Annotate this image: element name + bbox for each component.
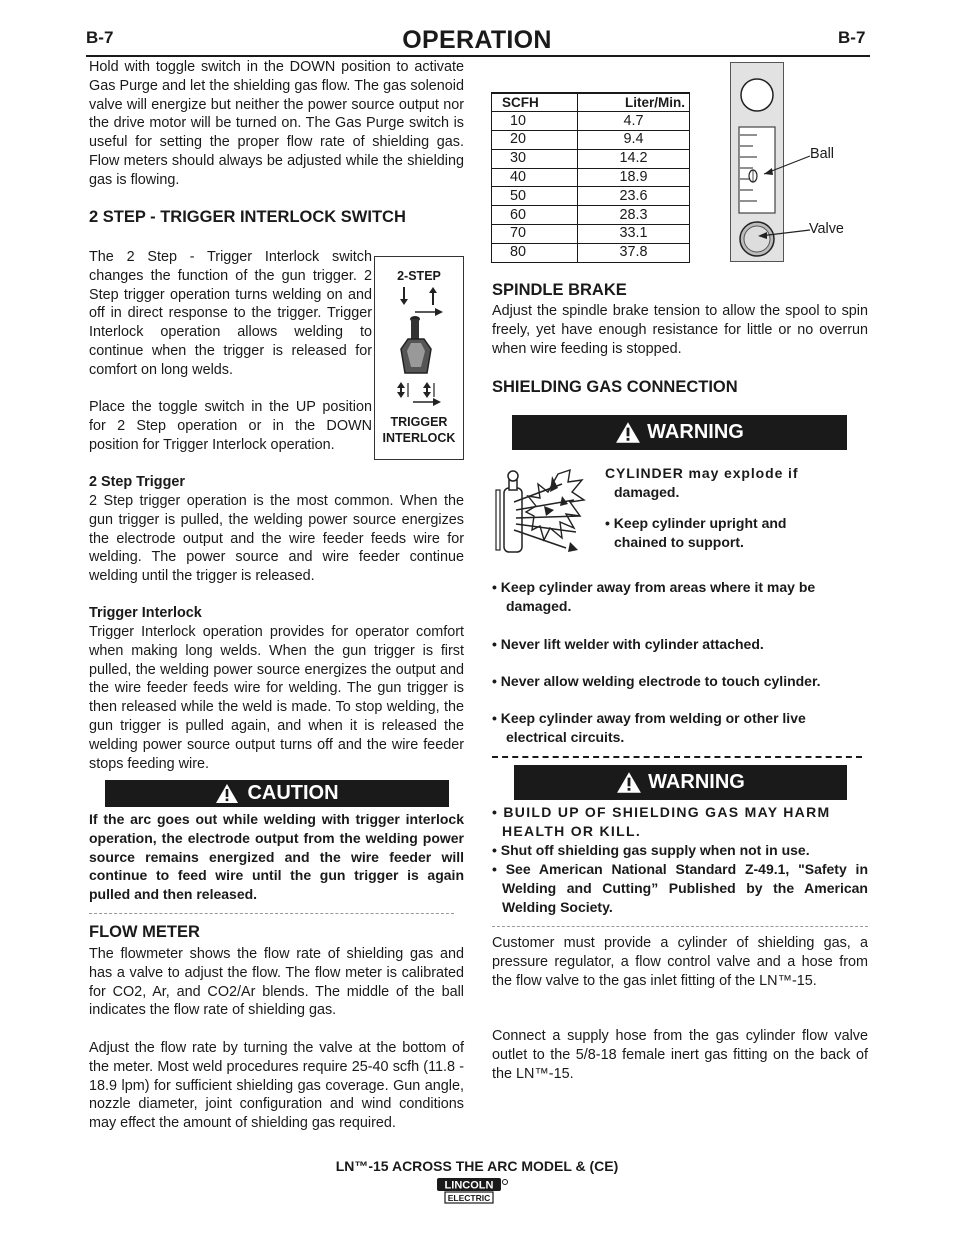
spindle-brake-paragraph: Adjust the spindle brake tension to allow the spool to spin freely, yet have enough resistance for little or no overrun when wire feeding is stopped. — [492, 303, 868, 357]
flow-meter-heading: FLOW METER — [89, 923, 200, 941]
scfh-cell: 40 — [492, 168, 578, 187]
table-row — [492, 225, 690, 244]
flow-meter-leader-lines — [752, 150, 812, 240]
lpm-cell: 4.7 — [578, 112, 690, 131]
scfh-cell: 80 — [492, 243, 578, 262]
ball-label: Ball — [810, 146, 834, 162]
warning-banner-cylinder — [512, 415, 847, 450]
lpm-cell: 37.8 — [578, 243, 690, 262]
cylinder-bullet-circuits: • Keep cylinder away from welding or other live electrical circuits. — [492, 710, 806, 745]
gas-purge-paragraph: Hold with toggle switch in the DOWN position to activate Gas Purge and let the shielding gas flow. The gas solenoid valve will energize but neither the power source output nor the drive motor will be turned on. The Gas Purge switch is useful for setting the proper flow rate of shielding gas. Flow meters should always be adjusted while the shielding gas is flowing. — [89, 59, 464, 188]
warning-triangle-icon — [215, 783, 239, 804]
lincoln-electric-logo — [436, 1177, 510, 1204]
two-step-switch-heading: 2 STEP - TRIGGER INTERLOCK SWITCH — [89, 208, 406, 226]
trigger-interlock-heading: Trigger Interlock — [89, 605, 202, 621]
page-code-right: B-7 — [838, 28, 866, 47]
gas-bullet-health: • BUILD UP OF SHIELDING GAS MAY HARM HEALTH OR KILL. — [492, 804, 831, 839]
lpm-cell: 28.3 — [578, 206, 690, 225]
table-row — [492, 168, 690, 187]
warning-triangle-icon — [616, 771, 642, 794]
caution-label: CAUTION — [247, 782, 339, 804]
table-row — [492, 187, 690, 206]
lpm-cell: 23.6 — [578, 187, 690, 206]
lpm-cell: 18.9 — [578, 168, 690, 187]
cylinder-upright-bullet — [605, 514, 823, 552]
cylinder-warning-line-2: damaged. — [614, 484, 680, 500]
warning-label: WARNING — [648, 771, 745, 793]
svg-text:LINCOLN: LINCOLN — [444, 1179, 494, 1192]
two-step-trigger-paragraph: 2 Step trigger operation is the most common. When the gun trigger is pulled, the welding power source energizes the electrode output and the wire feeder feeds wire for welding. The power source and wire feeder continue welding until the trigger is released. — [89, 493, 464, 585]
cylinder-bullet-electrode: • Never allow welding electrode to touch cylinder. — [492, 673, 821, 689]
shielding-gas-heading: SHIELDING GAS CONNECTION — [492, 378, 738, 396]
connect-hose-paragraph: Connect a supply hose from the gas cylinder flow valve outlet to the 5/8-18 female inert gas fitting on the back of the LN™-15. — [492, 1028, 868, 1082]
page-title: OPERATION — [402, 26, 552, 54]
scfh-header: SCFH — [492, 93, 578, 112]
svg-text:ELECTRIC: ELECTRIC — [447, 1193, 491, 1203]
cylinder-upright-bullet-line-2: chained to support. — [614, 533, 744, 550]
scfh-cell: 10 — [492, 112, 578, 131]
table-row — [492, 131, 690, 150]
scfh-cell: 20 — [492, 131, 578, 150]
two-step-intro-paragraph: The 2 Step - Trigger Interlock switch changes the function of the gun trigger. 2 Step trigger operation turns welding on and off in direct response to the trigger. Trigger Interlock operation allows welding to continue when the trigger is released for comfort on long welds. — [89, 249, 372, 378]
customer-supply-paragraph: Customer must provide a cylinder of shielding gas, a pressure regulator, a flow control valve and a hose from the flow valve to the gas inlet fitting of the LN™-15. — [492, 935, 868, 989]
toggle-top-label: 2-STEP — [397, 269, 441, 283]
section-divider — [89, 913, 454, 914]
warning-label: WARNING — [647, 421, 744, 443]
gas-bullet-shutoff: • Shut off shielding gas supply when not in use. — [492, 842, 810, 858]
flow-rate-table — [491, 92, 690, 263]
section-divider — [492, 756, 862, 758]
trigger-interlock-paragraph: Trigger Interlock operation provides for operator comfort when making long welds. When the gun trigger is first pulled, the welding power source energizes the output and the wire feeder feeds wire for welding. The gun trigger is then released while the weld is made. To stop welding, the gun trigger is pulled again, and when it is released the welding power source output turns off and the wire feeder stops feeding wire. — [89, 624, 464, 772]
scfh-cell: 70 — [492, 225, 578, 244]
caution-banner — [105, 780, 449, 807]
lpm-cell: 9.4 — [578, 131, 690, 150]
exploding-cylinder-icon — [492, 466, 594, 558]
section-divider — [492, 926, 868, 927]
cylinder-bullet-lift: • Never lift welder with cylinder attached. — [492, 636, 764, 652]
warning-triangle-icon — [615, 421, 641, 444]
toggle-bottom-label-1: TRIGGER — [390, 415, 448, 429]
table-header-row — [492, 93, 690, 112]
warning-banner-gas — [514, 765, 847, 800]
footer-model-name: LN™-15 ACROSS THE ARC MODEL & (CE) — [335, 1158, 619, 1174]
spindle-brake-heading: SPINDLE BRAKE — [492, 281, 627, 299]
toggle-switch-figure — [374, 256, 464, 460]
toggle-position-paragraph: Place the toggle switch in the UP position for 2 Step operation or in the DOWN position for Trigger Interlock operation. — [89, 399, 372, 453]
table-row — [492, 206, 690, 225]
table-row — [492, 243, 690, 262]
lpm-cell: 14.2 — [578, 149, 690, 168]
toggle-bottom-label-2: INTERLOCK — [382, 431, 456, 445]
scfh-cell: 50 — [492, 187, 578, 206]
scfh-cell: 30 — [492, 149, 578, 168]
gas-bullet-standard: • See American National Standard Z-49.1, "Safety in Welding and Cutting” Published by the American Welding Society. — [492, 861, 868, 915]
table-row — [492, 149, 690, 168]
caution-text: If the arc goes out while welding with trigger interlock operation, the electrode output from the welding power source remains energized and the wire feeder will continue to feed wire until the gun trigger is again pulled and then released. — [89, 811, 464, 903]
flow-meter-paragraph: The flowmeter shows the flow rate of shielding gas and has a valve to adjust the flow. The flow meter is calibrated for CO2, Ar, and CO2/Ar blends. The middle of the ball indicates the flow rate of shielding gas. — [89, 946, 464, 1019]
table-row — [492, 112, 690, 131]
valve-label: Valve — [809, 221, 844, 237]
scfh-cell: 60 — [492, 206, 578, 225]
header-rule — [86, 55, 870, 57]
cylinder-upright-bullet-line-1: • Keep cylinder upright and — [605, 515, 787, 531]
adjust-flow-paragraph: Adjust the flow rate by turning the valve at the bottom of the meter. Most weld procedures require 25-40 scfh (11.8 - 18.9 lpm) for sufficient shielding gas coverage. Gun angle, nozzle diameter, joint configuration and wind conditions may effect the amount of shielding gas required. — [89, 1040, 464, 1132]
cylinder-bullet-away: • Keep cylinder away from areas where it may be damaged. — [492, 579, 816, 614]
liter-min-header: Liter/Min. — [578, 93, 690, 112]
cylinder-warning-line-1: CYLINDER may explode if — [605, 465, 799, 481]
lpm-cell: 33.1 — [578, 225, 690, 244]
two-step-trigger-heading: 2 Step Trigger — [89, 474, 185, 490]
page-code-left: B-7 — [86, 28, 114, 47]
